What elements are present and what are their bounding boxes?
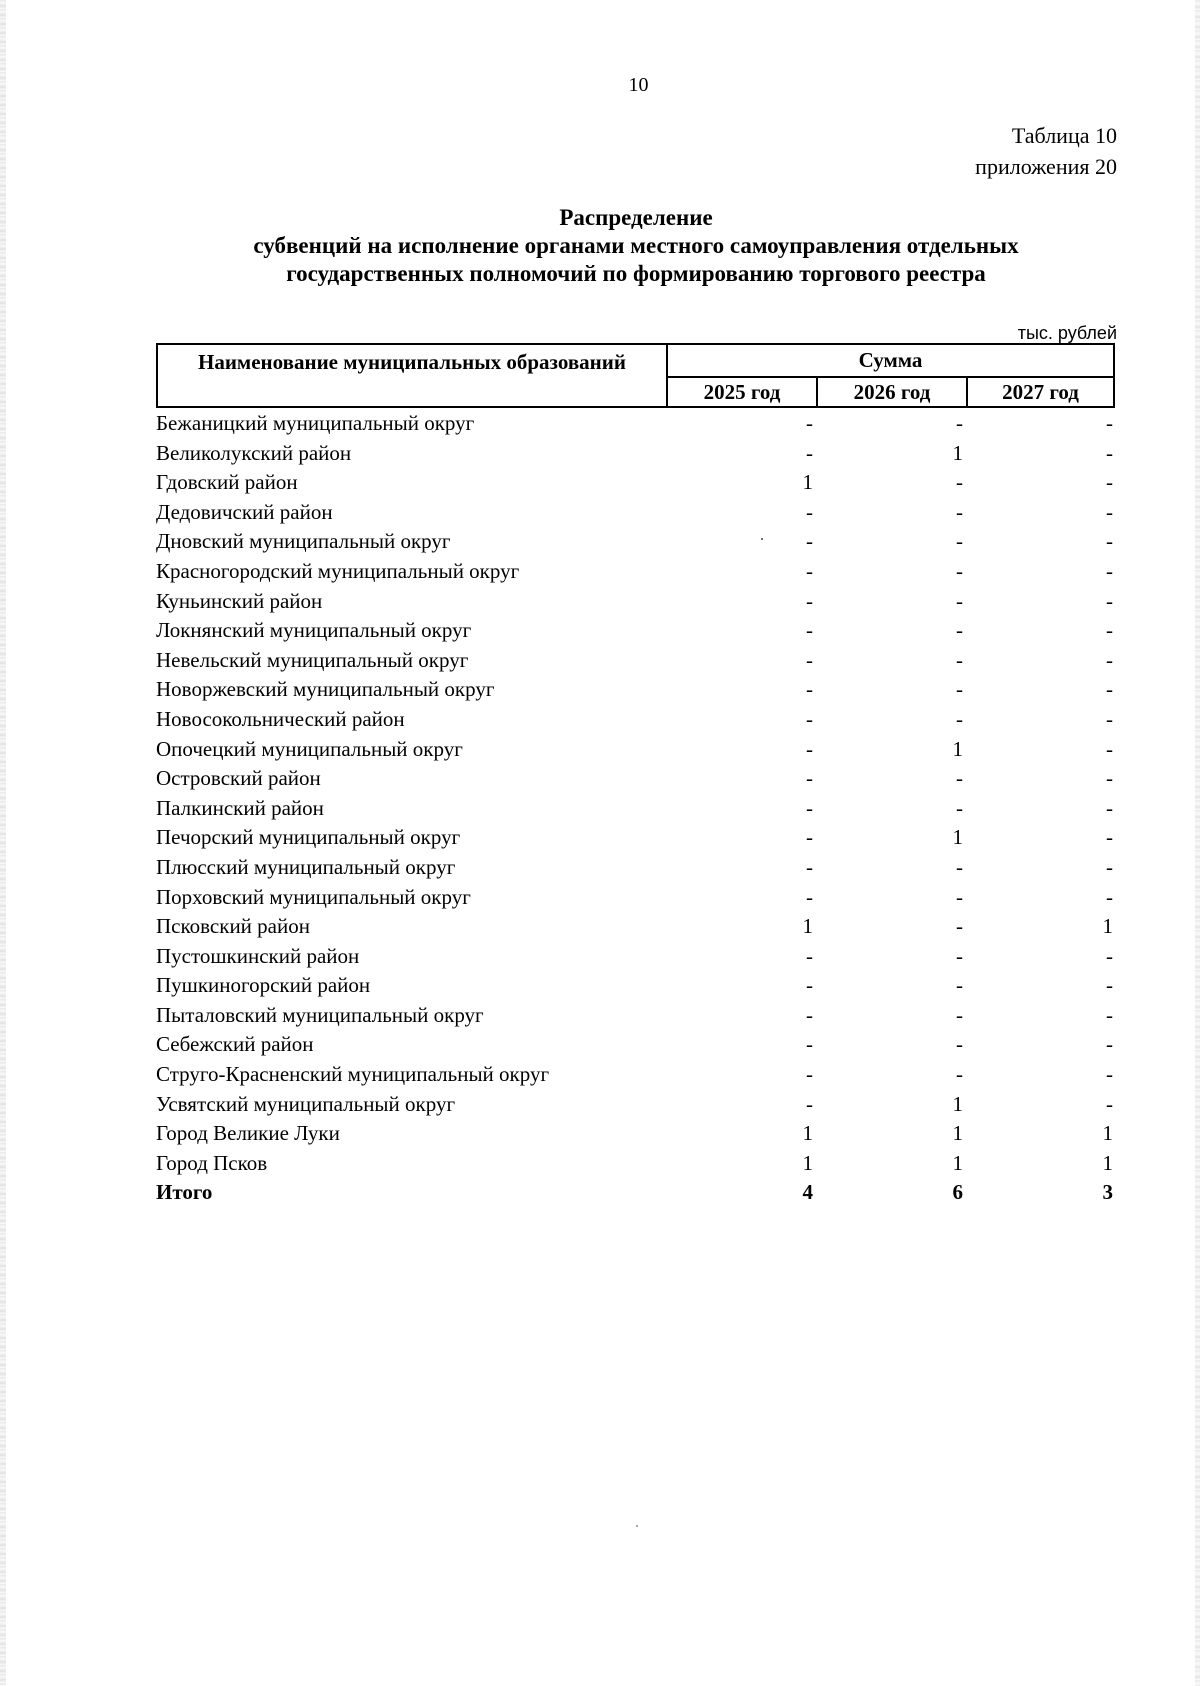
value-2027: -: [1106, 1062, 1113, 1087]
municipality-name: Себежский район: [156, 1032, 314, 1057]
municipality-name: Город Великие Луки: [156, 1121, 340, 1146]
table-row: [156, 1001, 1115, 1031]
municipality-name: Локнянский муниципальный округ: [156, 618, 472, 643]
value-2025: -: [806, 1091, 813, 1116]
total-row: [156, 1178, 1115, 1208]
table-row: [156, 498, 1115, 528]
value-2025: -: [806, 825, 813, 850]
value-2025: -: [806, 973, 813, 998]
municipality-name: Новосокольнический район: [156, 706, 405, 731]
value-2027: -: [1106, 1091, 1113, 1116]
value-2026: -: [956, 706, 963, 731]
value-2027: -: [1106, 825, 1113, 850]
table-row: [156, 883, 1115, 913]
value-2026: -: [956, 529, 963, 554]
scan-edge-right: [1195, 0, 1200, 1686]
value-2027: -: [1106, 1032, 1113, 1057]
table-reference: [975, 120, 1117, 182]
document-title: [156, 204, 1116, 288]
table-row: [156, 1060, 1115, 1090]
municipality-name: Печорский муниципальный округ: [156, 825, 461, 850]
municipality-name: Красногородский муниципальный округ: [156, 558, 520, 583]
municipality-name: Пустошкинский район: [156, 943, 360, 968]
value-2025: -: [806, 1062, 813, 1087]
header-municipality-name: Наименование муниципальных образований: [158, 345, 668, 406]
value-2027: -: [1106, 499, 1113, 524]
value-2026: 6: [952, 1180, 963, 1205]
municipality-name: Опочецкий муниципальный округ: [156, 736, 463, 761]
municipality-name: Город Псков: [156, 1150, 268, 1175]
value-2027: -: [1106, 588, 1113, 613]
value-2025: -: [806, 884, 813, 909]
value-2025: -: [806, 736, 813, 761]
value-2026: -: [956, 677, 963, 702]
value-2026: -: [956, 470, 963, 495]
value-2025: -: [806, 677, 813, 702]
value-2027: -: [1106, 884, 1113, 909]
value-2025: 1: [802, 470, 813, 495]
header-sum: Сумма: [668, 345, 1113, 378]
value-2025: 1: [802, 914, 813, 939]
title-line1: Распределение: [559, 205, 713, 230]
value-2026: -: [956, 1062, 963, 1087]
table-row: [156, 675, 1115, 705]
table-row: [156, 853, 1115, 883]
header-year-2027: 2027 год: [1002, 380, 1079, 404]
value-2026: 1: [952, 1121, 963, 1146]
municipality-name: Бежаницкий муниципальный округ: [156, 411, 475, 435]
value-2026: -: [956, 618, 963, 643]
unit-label: тыс. рублей: [1017, 323, 1117, 343]
table-reference-line2: приложения 20: [975, 154, 1117, 179]
table-row: [156, 1149, 1115, 1179]
value-2026: -: [956, 647, 963, 672]
municipality-name: Струго-Красненский муниципальный округ: [156, 1062, 550, 1087]
municipality-name: Пушкиногорский район: [156, 973, 371, 998]
value-2027: -: [1106, 618, 1113, 643]
value-2026: -: [956, 795, 963, 820]
value-2025: -: [806, 499, 813, 524]
value-2026: -: [956, 499, 963, 524]
value-2026: -: [956, 411, 963, 435]
value-2027: -: [1106, 529, 1113, 554]
value-2027: -: [1106, 1002, 1113, 1027]
value-2026: 1: [952, 825, 963, 850]
municipality-name: Псковский район: [156, 914, 310, 939]
municipality-name: Дновский муниципальный округ: [156, 529, 451, 554]
value-2025: -: [806, 1002, 813, 1027]
value-2025: -: [806, 558, 813, 583]
value-2025: -: [806, 1032, 813, 1057]
table-row: [156, 794, 1115, 824]
table-row: [156, 1119, 1115, 1149]
table-row: [156, 409, 1115, 439]
table-row: [156, 527, 1115, 557]
municipality-name: Новоржевский муниципальный округ: [156, 677, 495, 702]
page-number: 10: [628, 74, 649, 96]
value-2025: -: [806, 854, 813, 879]
municipality-name: Палкинский район: [156, 795, 324, 820]
value-2025: -: [806, 943, 813, 968]
table-row: [156, 557, 1115, 587]
scan-speck: [761, 538, 763, 540]
table-row: [156, 705, 1115, 735]
table-row: [156, 764, 1115, 794]
value-2027: -: [1106, 766, 1113, 791]
municipality-name: Невельский муниципальный округ: [156, 647, 469, 672]
value-2027: -: [1106, 854, 1113, 879]
value-2027: 1: [1102, 1121, 1113, 1146]
value-2026: 1: [952, 736, 963, 761]
value-2025: -: [806, 706, 813, 731]
value-2025: -: [806, 588, 813, 613]
value-2025: -: [806, 618, 813, 643]
value-2027: 3: [1102, 1180, 1113, 1205]
value-2025: -: [806, 440, 813, 465]
value-2025: -: [806, 795, 813, 820]
value-2027: -: [1106, 795, 1113, 820]
table-row: [156, 468, 1115, 498]
value-2027: -: [1106, 411, 1113, 435]
value-2027: -: [1106, 647, 1113, 672]
header-year-2025: 2025 год: [668, 378, 818, 406]
table-row: [156, 971, 1115, 1001]
municipality-name: Гдовский район: [156, 470, 298, 495]
value-2026: -: [956, 914, 963, 939]
table-row: [156, 1090, 1115, 1120]
table-row: [156, 735, 1115, 765]
value-2025: -: [806, 411, 813, 435]
header-year-2026: 2026 год: [818, 378, 968, 406]
table-reference-line1: Таблица 10: [1011, 123, 1117, 148]
value-2026: -: [956, 884, 963, 909]
value-2025: 1: [802, 1150, 813, 1175]
table-row: [156, 616, 1115, 646]
value-2027: -: [1106, 470, 1113, 495]
table-header: [156, 343, 1115, 408]
value-2026: -: [956, 854, 963, 879]
value-2026: -: [956, 943, 963, 968]
value-2025: -: [806, 529, 813, 554]
municipality-name: Дедовичский район: [156, 499, 333, 524]
municipality-name: Пыталовский муниципальный округ: [156, 1002, 484, 1027]
table-row: [156, 823, 1115, 853]
title-line2: субвенций на исполнение органами местного самоуправления отдельных: [253, 233, 1019, 258]
table-row: [156, 1030, 1115, 1060]
table-row: [156, 912, 1115, 942]
scan-edge-left: [0, 0, 6, 1686]
value-2027: -: [1106, 440, 1113, 465]
table-row: [156, 646, 1115, 676]
value-2026: -: [956, 588, 963, 613]
value-2027: -: [1106, 677, 1113, 702]
value-2026: -: [956, 558, 963, 583]
total-label: Итого: [156, 1180, 213, 1205]
value-2025: 4: [802, 1180, 813, 1205]
municipality-name: Островский район: [156, 766, 321, 791]
value-2027: -: [1106, 736, 1113, 761]
value-2026: -: [956, 1002, 963, 1027]
value-2027: -: [1106, 943, 1113, 968]
value-2027: -: [1106, 973, 1113, 998]
municipality-name: Куньинский район: [156, 588, 323, 613]
title-line3: государственных полномочий по формированию торгового реестра: [286, 261, 986, 286]
municipality-name: Усвятский муниципальный округ: [156, 1091, 456, 1116]
value-2026: -: [956, 766, 963, 791]
table-row: [156, 587, 1115, 617]
table-body: [156, 409, 1115, 1208]
value-2025: -: [806, 766, 813, 791]
municipality-name: Великолукский район: [156, 440, 352, 465]
value-2027: 1: [1102, 1150, 1113, 1175]
scan-speck: [636, 1525, 638, 1527]
municipality-name: Порховский муниципальный округ: [156, 884, 471, 909]
value-2027: -: [1106, 558, 1113, 583]
value-2026: -: [956, 973, 963, 998]
value-2025: -: [806, 647, 813, 672]
table-row: [156, 439, 1115, 469]
municipality-name: Плюсский муниципальный округ: [156, 854, 456, 879]
value-2026: 1: [952, 1091, 963, 1116]
value-2026: -: [956, 1032, 963, 1057]
table-row: [156, 942, 1115, 972]
value-2027: -: [1106, 706, 1113, 731]
value-2025: 1: [802, 1121, 813, 1146]
value-2026: 1: [952, 1150, 963, 1175]
value-2026: 1: [952, 440, 963, 465]
value-2027: 1: [1102, 914, 1113, 939]
